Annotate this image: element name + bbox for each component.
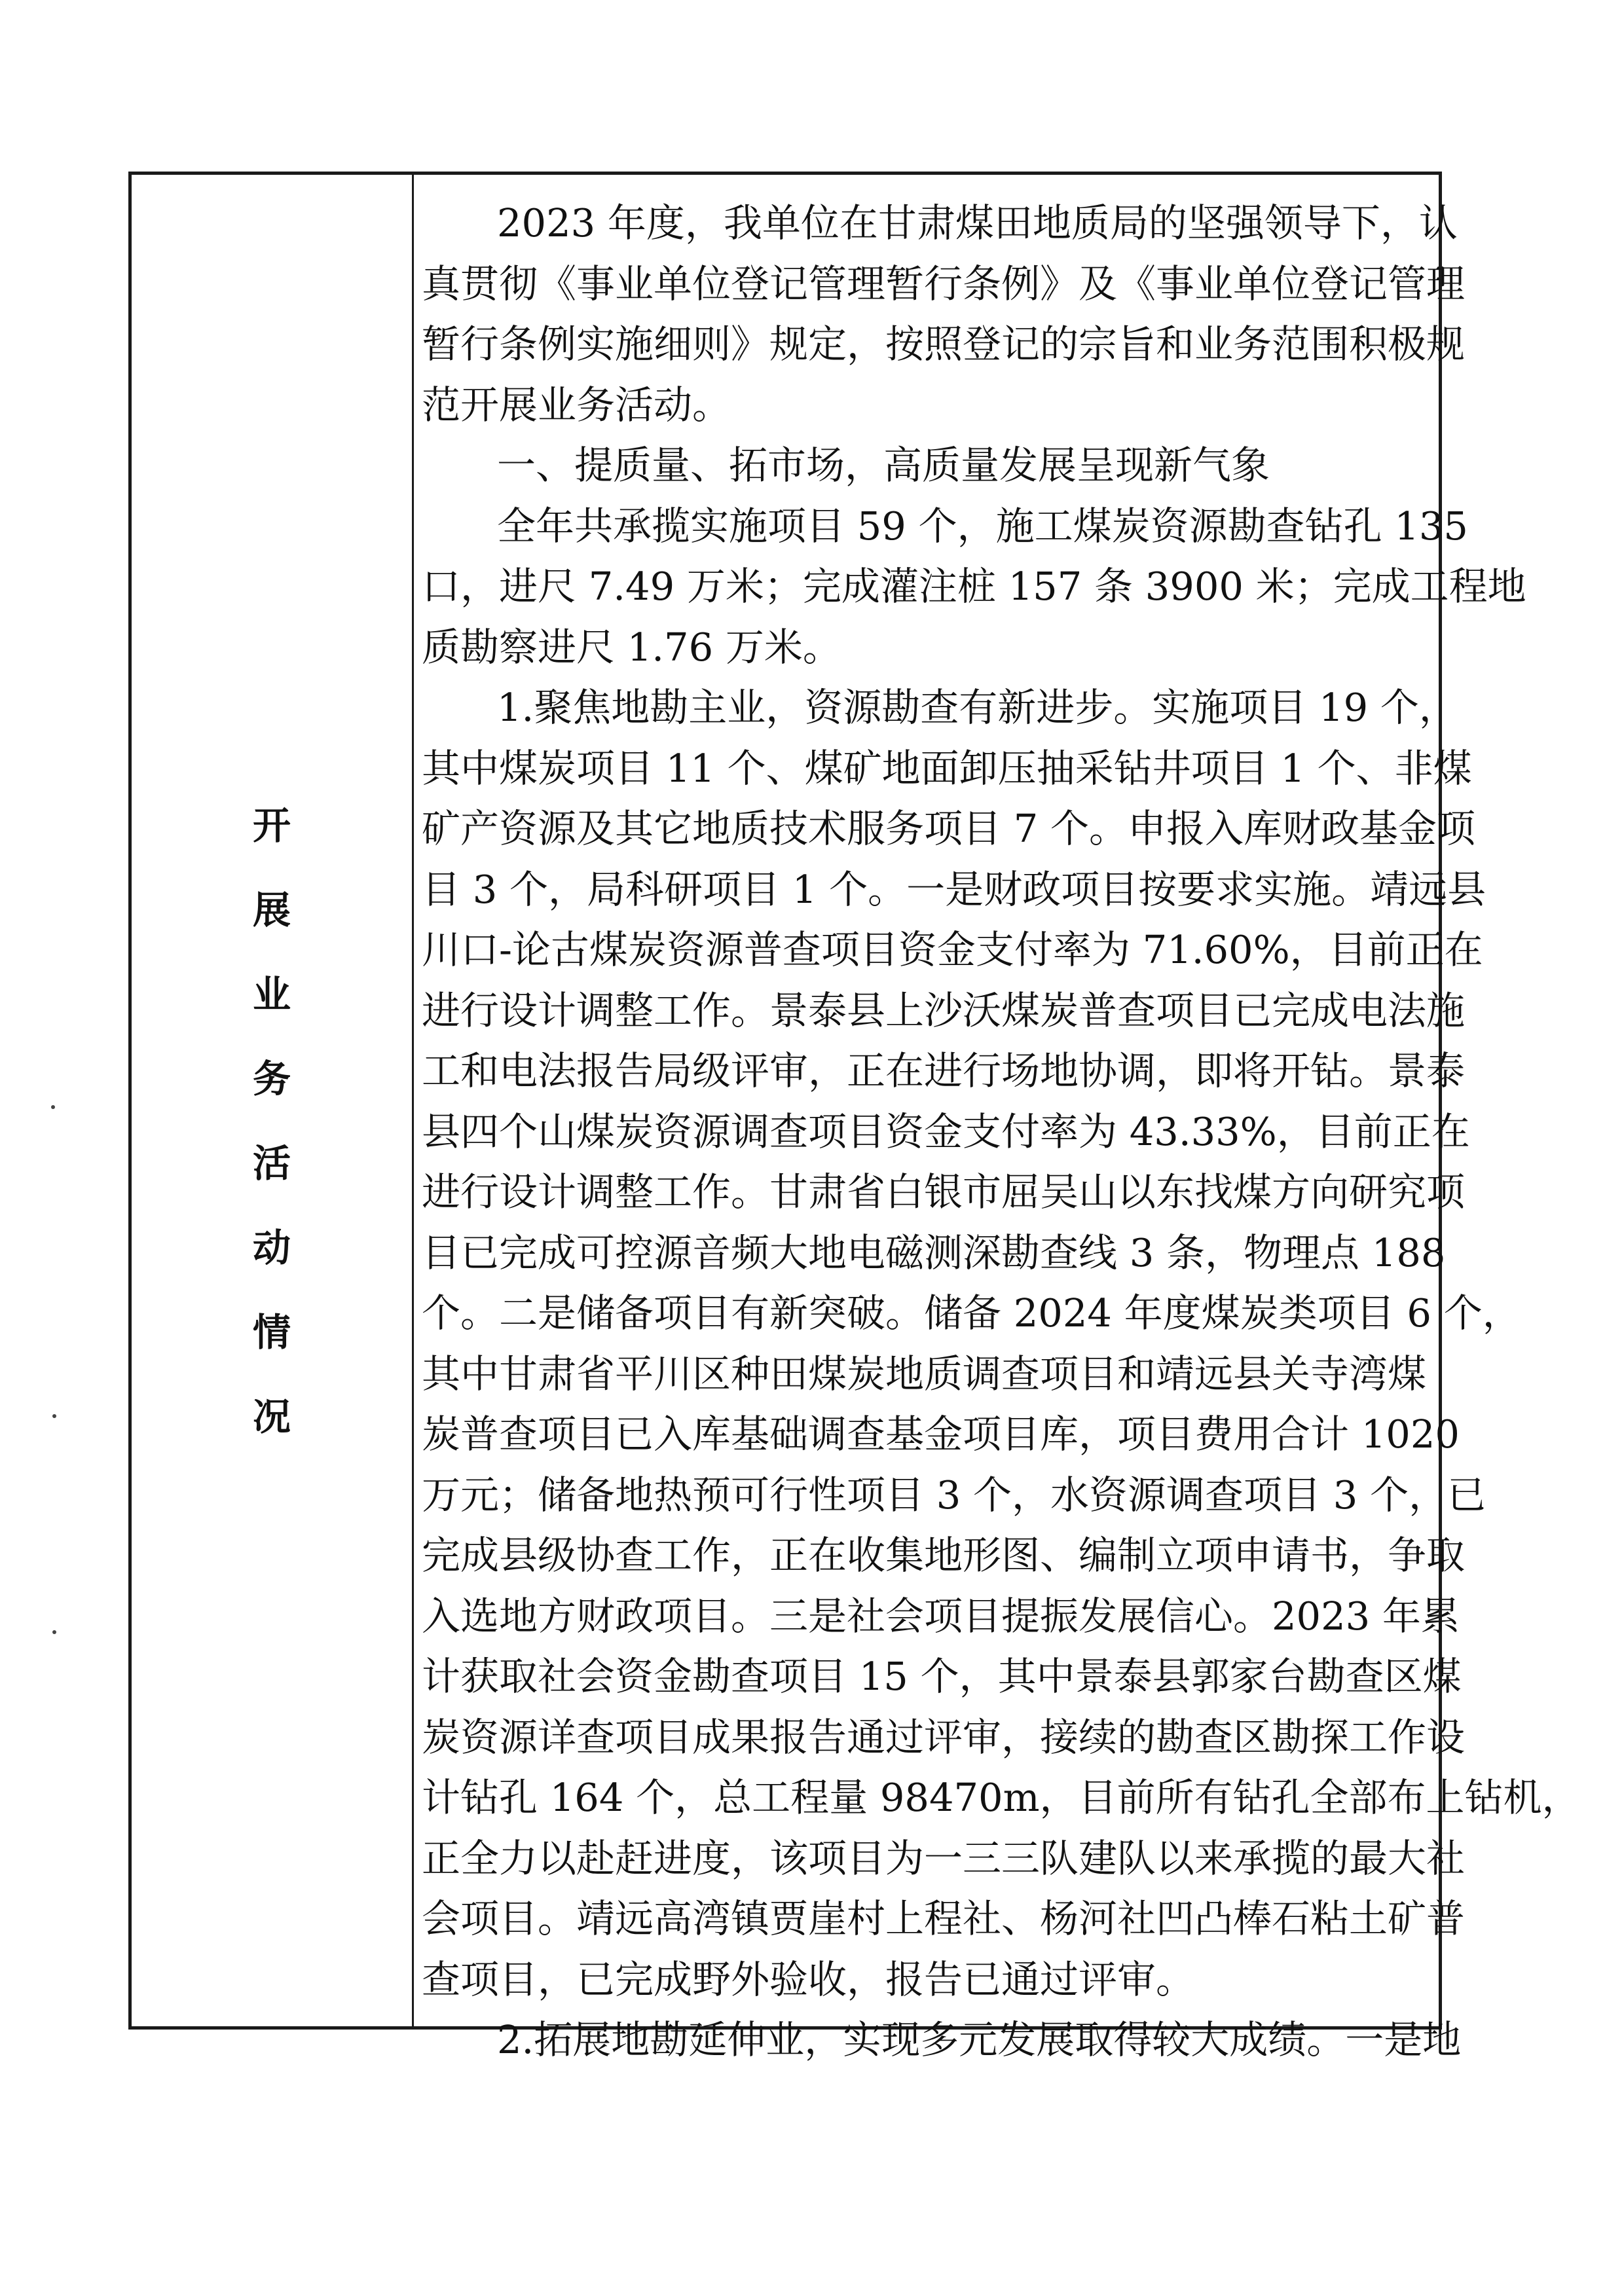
text-line: 全年共承揽实施项目 59 个，施工煤炭资源勘查钻孔 135 <box>497 503 1468 549</box>
text-line: 矿产资源及其它地质技术服务项目 7 个。申报入库财政基金项 <box>422 806 1476 851</box>
row-label-char: 动 <box>252 1226 291 1270</box>
text-line: 查项目，已完成野外验收，报告已通过评审。 <box>422 1956 1195 2002</box>
text-line: 进行设计调整工作。景泰县上沙沃煤炭普查项目已完成电法施 <box>422 987 1466 1033</box>
text-line: 计获取社会资金勘查项目 15 个，其中景泰县郭家台勘查区煤 <box>422 1654 1462 1699</box>
text-line: 范开展业务活动。 <box>422 382 731 428</box>
paragraph-extension <box>422 2010 1462 2071</box>
text-line: 一、提质量、拓市场，高质量发展呈现新气象 <box>497 443 1270 488</box>
text-line: 其中煤炭项目 11 个、煤矿地面卸压抽采钻井项目 1 个、非煤 <box>422 745 1472 791</box>
text-line: 1.聚焦地勘主业，资源勘查有新进步。实施项目 19 个， <box>497 685 1458 730</box>
text-line: 2.拓展地勘延伸业，实现多元发展取得较大成绩。一是地 <box>497 2017 1462 2062</box>
scan-speck <box>52 1414 56 1418</box>
section-heading <box>422 435 1433 496</box>
row-label-char: 业 <box>252 972 291 1017</box>
column-divider <box>412 175 414 2026</box>
paragraph-intro <box>422 175 1466 435</box>
text-line: 正全力以赴赶进度，该项目为一三三队建队以来承揽的最大社 <box>422 1835 1466 1881</box>
text-line: 质勘察进尺 1.76 万米。 <box>422 624 841 670</box>
row-label-char: 活 <box>252 1141 291 1186</box>
content-cell <box>422 175 1581 2071</box>
form-table <box>128 172 1581 2062</box>
text-line: 目 3 个，局科研项目 1 个。一是财政项目按要求实施。靖远县 <box>422 866 1486 912</box>
row-label <box>132 784 412 1459</box>
text-line: 工和电法报告局级评审，正在进行场地协调，即将开钻。景泰 <box>422 1048 1466 1093</box>
text-line: 万元；储备地热预可行性项目 3 个，水资源调查项目 3 个，已 <box>422 1472 1486 1518</box>
row-label-char: 情 <box>252 1310 291 1355</box>
scan-speck <box>52 1630 56 1634</box>
text-line: 口，进尺 7.49 万米；完成灌注桩 157 条 3900 米；完成工程地 <box>422 564 1526 609</box>
text-line: 炭普查项目已入库基础调查基金项目库，项目费用合计 1020 <box>422 1412 1460 1457</box>
text-line: 计钻孔 164 个，总工程量 98470m，目前所有钻孔全部布上钻机， <box>422 1775 1581 1820</box>
text-line: 2023 年度，我单位在甘肃煤田地质局的坚强领导下，认 <box>497 200 1458 246</box>
text-line: 目已完成可控源音频大地电磁测深勘查线 3 条，物理点 188 <box>422 1230 1446 1275</box>
paragraph-resource-exploration <box>422 678 1581 2010</box>
scan-speck <box>51 1105 55 1109</box>
text-line: 川口-论古煤炭资源普查项目资金支付率为 71.60%，目前正在 <box>422 927 1483 972</box>
text-line: 真贯彻《事业单位登记管理暂行条例》及《事业单位登记管理 <box>422 261 1466 306</box>
text-line: 会项目。靖远高湾镇贾崖村上程社、杨河社凹凸棒石粘土矿普 <box>422 1896 1466 1941</box>
text-line: 完成县级协查工作，正在收集地形图、编制立项申请书，争取 <box>422 1533 1466 1578</box>
row-label-char: 务 <box>252 1057 291 1101</box>
row-label-cell <box>132 175 412 2026</box>
text-line: 进行设计调整工作。甘肃省白银市屈吴山以东找煤方向研究项 <box>422 1169 1466 1214</box>
paragraph-summary <box>422 496 1526 678</box>
text-line: 炭资源详查项目成果报告通过评审，接续的勘查区勘探工作设 <box>422 1714 1466 1760</box>
text-line: 其中甘肃省平川区种田煤炭地质调查项目和靖远县关寺湾煤 <box>422 1351 1427 1396</box>
row-label-char: 况 <box>252 1394 291 1439</box>
text-line: 暂行条例实施细则》规定，按照登记的宗旨和业务范围积极规 <box>422 321 1466 367</box>
text-line: 个。二是储备项目有新突破。储备 2024 年度煤炭类项目 6 个， <box>422 1290 1521 1336</box>
row-label-char: 展 <box>252 888 291 932</box>
row-label-char: 开 <box>252 803 291 848</box>
text-line: 县四个山煤炭资源调查项目资金支付率为 43.33%，目前正在 <box>422 1108 1470 1154</box>
text-line: 入选地方财政项目。三是社会项目提振发展信心。2023 年累 <box>422 1593 1460 1639</box>
